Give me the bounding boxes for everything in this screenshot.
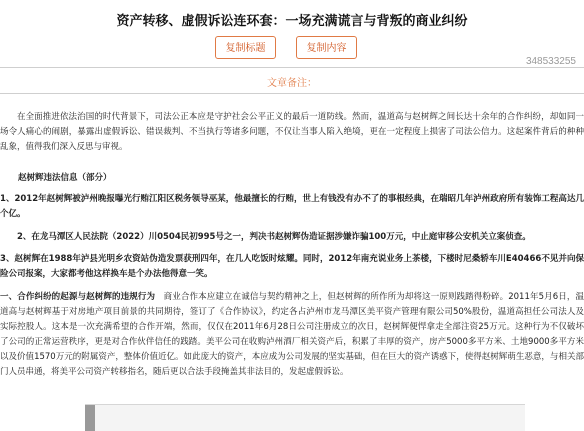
section-heading-inline: 一、合作纠纷的起源与赵树辉的违规行为 [0,292,156,302]
section-heading: 赵树辉违法信息（部分） [18,173,112,183]
note-label: 文章备注： [267,78,317,89]
copy-title-button[interactable]: 复制标题 [215,36,276,59]
section-paragraph-1: 一、合作纠纷的起源与赵树辉的违规行为 商业合作本应建立在诚信与契约精神之上，但赵树辉的所作所为却将这一原则践踏得粉碎。2011年5月6日，温道高与赵树辉基于对房地产项目前景的共同期待，签订了《合作协议》，约定各占泸州市龙马潭区美平资产管理有限公司50%股份，温道高担任公司法人及实际控股人。这本是一次充满希望的合作开端，然而，仅仅在2011年6月28日公司注册成立的次日，赵树辉便悍拿走全部注资25万元。这种行为不仅破坏了公司的正常运营秩序，更是对合作伙伴信任的践踏。美平公司在收购泸州酒厂相关资产后，积累了丰厚的资产，房产5000多平方米、土地9000多平方米以及价值1570万元的附属资产，整体价值近亿。如此庞大的资产，本应成为公司发展的坚实基础，但在巨大的资产诱惑下，使得赵树辉萌生恶意，与相关部门人员串通，将美平公司资产转移指名，随后更以合法手段掩盖其非法目的，发起虚假诉讼。 [0,292,584,377]
page-title: 资产转移、虚假诉讼连环套：一场充满谎言与背叛的商业纠纷 [116,14,468,29]
divider-top [0,67,584,68]
document-id: 348533255 [525,56,576,67]
divider-bottom [0,93,584,94]
violation-item-3: 3、赵树辉在1988年泸县光明乡农资站伪造发票获刑四年，在几人吃饭时炫耀。同时，2012年南充说业务上茶楼，下楼时尼桑轿车川E40466不见并向保险公司报案，大家都考他这样换车是个办法他得意一笑。 [0,254,584,279]
intro-paragraph: 在全面推进依法治国的时代背景下，司法公正本应是守护社会公平正义的最后一道防线。然而，温道高与赵树辉之间长达十余年的合作纠纷，却如同一场令人痛心的闹剧，暴露出虚假诉讼、错误裁判、不当执行等诸多问题，不仅让当事人陷入绝境，更在一定程度上损害了司法公信力。这起案件背后的种种乱象，值得我们深入反思与审视。 [0,112,584,152]
scan-border [85,405,95,431]
violation-item-2: 2、在龙马潭区人民法院（2022）川0504民初995号之一，判决书赵树辉伪造证据涉嫌诈骗100万元，中止庭审移公安机关立案侦查。 [17,232,531,242]
violation-item-1: 1、2012年赵树辉被泸州晚报曝光行贿江阳区税务领导巫某，他最擅长的行贿，世上有钱没有办不了的事根经典，在瑞昭几年泸州政府所有装饰工程高达几个亿。 [0,194,584,219]
copy-content-button[interactable]: 复制内容 [296,36,357,59]
scanned-document-image [85,404,525,431]
